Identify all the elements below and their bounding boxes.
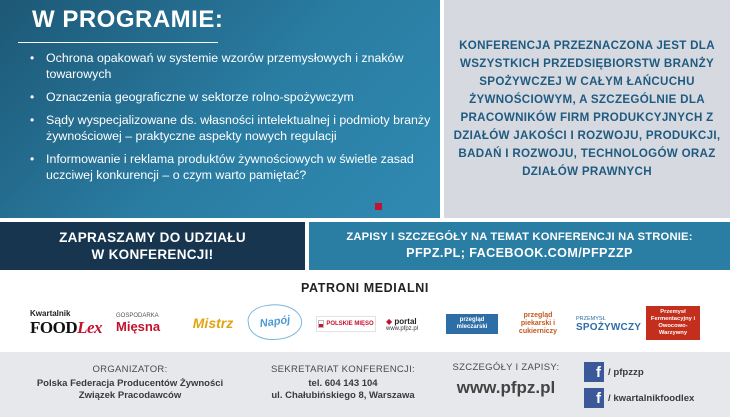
patrons-title: PATRONI MEDIALNI: [301, 281, 429, 295]
przeglad-mleczarski-logo: [446, 314, 498, 334]
invite-text: ZAPRASZAMY DO UDZIAŁU W KONFERENCJI!: [59, 230, 246, 262]
register-banner: [309, 222, 730, 270]
secretariat-address: ul. Chałubińskiego 8, Warszawa: [271, 390, 415, 401]
secretariat-block: [248, 364, 438, 402]
facebook-icon: f: [584, 388, 604, 408]
program-panel: [0, 0, 440, 218]
organizer-block: [20, 364, 240, 402]
program-title: W PROGRAMIE:: [32, 6, 224, 33]
audience-text: KONFERENCJA PRZEZNACZONA JEST DLA WSZYSTKICH PRZEDSIĘBIORSTW BRANŻY SPOŻYWCZEJ W CAŁYM ŁAŃCUCHU ŻYWNOŚCIOWYM, A SZCZEGÓLNIE DLA PRACOWNIKÓW FIRM PRODUKCYJNYCH Z DZIAŁÓW JAKOŚCI I ROZWOJU, PRODUKCJI, BADAŃ I ROZWOJU, TECHNOLOGÓW ORAZ DZIAŁÓW PRAWNYCH: [453, 39, 721, 178]
bullet-icon: •: [30, 152, 35, 166]
audience-panel: [444, 0, 730, 218]
napoj-mark-icon: [246, 300, 304, 343]
program-item: [24, 112, 434, 144]
corner-square-icon: [375, 203, 382, 210]
logo-text: PRZEMYSŁ: [576, 315, 606, 322]
przemysl-fermentacyjny-logo: [646, 306, 700, 340]
program-list: [24, 50, 434, 190]
logo-text: GOSPODARKA: [116, 312, 159, 319]
facebook-link-kwartalnikfoodlex[interactable]: [584, 388, 730, 408]
przemysl-spozywczy-logo: [576, 312, 640, 336]
register-heading: ZAPISY I SZCZEGÓŁY NA TEMAT KONFERENCJI NA STRONIE:: [346, 231, 693, 243]
logo-text: Przemysł Fermentacyjny i Owocowo-Warzywny: [650, 309, 696, 336]
logo-text: Lex: [77, 317, 103, 337]
title-divider: [18, 42, 218, 43]
program-item-text: Sądy wyspecjalizowane ds. własności intelektualnej i podmioty branży żywnościowej – praktyczne aspekty nowych regulacji: [46, 113, 431, 143]
napoj-logo: [246, 302, 304, 342]
kwartalnik-foodlex-logo: [30, 302, 103, 344]
secretariat-phone[interactable]: tel. 604 143 104: [308, 378, 378, 389]
logo-text: SPOŻYWCZY: [576, 321, 642, 333]
logo-text: przegląd piekarski i cukierniczy: [518, 312, 558, 335]
logo-text: [30, 317, 103, 338]
portal-logo: [386, 310, 434, 338]
przeglad-piekarski-logo: [510, 310, 566, 338]
logo-text: www.pfpz.pl: [386, 325, 419, 332]
logo-text: Kwartalnik: [30, 308, 71, 318]
secretariat-label: SEKRETARIAT KONFERENCJI:: [271, 364, 415, 375]
facebook-handle: / pfpzzp: [608, 366, 644, 378]
logo-text: FOOD: [30, 317, 78, 337]
program-item: [24, 50, 434, 82]
invite-banner: [0, 222, 305, 270]
logo-text: Mięsna: [116, 318, 161, 334]
logo-text: [386, 317, 434, 326]
logo-text: Mistrz: [192, 315, 234, 331]
details-block: [446, 362, 566, 398]
gospodarka-miesna-logo: [116, 308, 180, 338]
media-patrons-logos: [26, 302, 706, 346]
organizer-name: Polska Federacja Producentów Żywności: [36, 378, 224, 389]
logo-text: Napój: [259, 313, 291, 331]
facebook-link-pfpzzp[interactable]: [584, 362, 730, 382]
bullet-icon: •: [30, 113, 35, 127]
register-links[interactable]: PFPZ.PL; FACEBOOK.COM/PFPZZP: [406, 246, 633, 260]
polskie-mieso-logo: [316, 316, 376, 332]
portal-icon: ◆: [386, 316, 393, 326]
program-item: [24, 89, 434, 105]
details-label: SZCZEGÓŁY I ZAPISY:: [452, 362, 560, 373]
logo-text: POLSKIE MIĘSO: [326, 321, 374, 327]
organizer-type: Związek Pracodawców: [78, 390, 182, 401]
facebook-handle: / kwartalnikfoodlex: [608, 392, 695, 404]
mistrz-logo: [186, 308, 240, 338]
flag-icon: [318, 320, 324, 328]
logo-text: przegląd mleczarski: [456, 317, 488, 330]
bullet-icon: •: [30, 90, 35, 104]
program-item: [24, 151, 434, 183]
footer: [0, 352, 730, 417]
facebook-icon: f: [584, 362, 604, 382]
logo-text: portal: [394, 316, 417, 326]
program-item-text: Oznaczenia geograficzne w sektorze rolno-spożywczym: [46, 90, 354, 104]
organizer-label: ORGANIZATOR:: [92, 364, 168, 375]
program-item-text: Ochrona opakowań w systemie wzorów przemysłowych i znaków towarowych: [46, 51, 404, 81]
website-link[interactable]: www.pfpz.pl: [456, 378, 556, 397]
program-item-text: Informowanie i reklama produktów żywnościowych w świetle zasad uczciwej konkurencji – o czym warto pamiętać?: [46, 152, 414, 182]
bullet-icon: •: [30, 51, 35, 65]
